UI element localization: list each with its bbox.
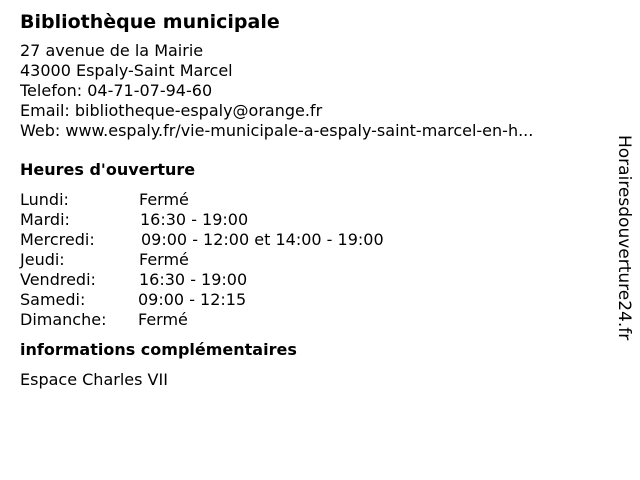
day-label: Mercredi: (20, 230, 95, 249)
day-label: Dimanche: (20, 310, 107, 329)
hours-row-friday (20, 270, 610, 290)
day-hours: 16:30 - 19:00 (140, 210, 249, 229)
brand-watermark (612, 135, 636, 370)
hours-row-saturday (20, 290, 610, 310)
page-title: Bibliothèque municipale (20, 11, 280, 33)
day-label: Mardi: (20, 210, 70, 229)
address-block (20, 41, 610, 141)
day-hours: 09:00 - 12:15 (138, 290, 247, 309)
hours-row-wednesday (20, 230, 610, 250)
day-hours: Fermé (138, 310, 188, 329)
day-hours: Fermé (139, 190, 189, 209)
day-hours: 16:30 - 19:00 (139, 270, 248, 289)
hours-row-tuesday (20, 210, 610, 230)
day-label: Vendredi: (20, 270, 96, 289)
address-phone: Telefon: 04-71-07-94-60 (20, 81, 213, 100)
hours-row-sunday (20, 310, 610, 330)
hours-table (20, 190, 610, 330)
hours-row-thursday (20, 250, 610, 270)
hours-row-monday (20, 190, 610, 210)
day-label: Samedi: (20, 290, 86, 309)
day-hours: Fermé (139, 250, 189, 269)
day-hours: 09:00 - 12:00 et 14:00 - 19:00 (141, 230, 384, 249)
info-text: Espace Charles VII (20, 370, 168, 389)
address-email: Email: bibliotheque-espaly@orange.fr (20, 101, 323, 120)
address-city: 43000 Espaly-Saint Marcel (20, 61, 233, 80)
hours-heading: Heures d'ouverture (20, 160, 196, 179)
brand-text: Horairesdouverture24.fr (614, 135, 634, 341)
day-label: Jeudi: (20, 250, 65, 269)
info-heading: informations complémentaires (20, 340, 297, 359)
address-web: Web: www.espaly.fr/vie-municipale-a-espaly-saint-marcel-en-h... (20, 121, 534, 140)
page-content (20, 10, 610, 390)
address-street: 27 avenue de la Mairie (20, 41, 204, 60)
day-label: Lundi: (20, 190, 69, 209)
